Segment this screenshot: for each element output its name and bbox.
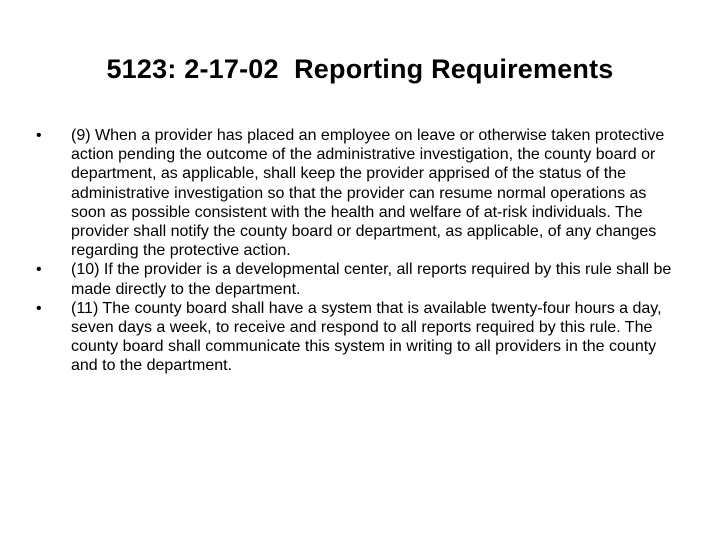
- bullet-item: [36, 126, 684, 260]
- bullet-item: [36, 260, 684, 298]
- bullet-marker: •: [36, 261, 42, 279]
- bullet-text: (11) The county board shall have a system that is available twenty-four hours a day, seven days a week, to receive and respond to all reports required by this rule. The county board shall communicate this system in writing to all providers in the county and to the department.: [71, 299, 662, 375]
- bullet-list: [36, 126, 684, 376]
- bullet-text: (9) When a provider has placed an employee on leave or otherwise taken protective action pending the outcome of the administrative investigation, the county board or department, as applicable, shall keep the provider apprised of the status of the administrative investigation so that the provider can resume normal operations as soon as possible consistent with the health and welfare of at-risk individuals. The provider shall notify the county board or department, as applicable, of any changes regarding the protective action.: [71, 127, 665, 260]
- bullet-item: [36, 299, 684, 376]
- bullet-marker: •: [36, 299, 42, 317]
- bullet-marker: •: [36, 127, 42, 144]
- slide-title: 5123: 2-17-02 Reporting Requirements: [106, 54, 614, 84]
- bullet-text: (10) If the provider is a developmental center, all reports required by this rule shall be made directly to the department.: [71, 261, 672, 298]
